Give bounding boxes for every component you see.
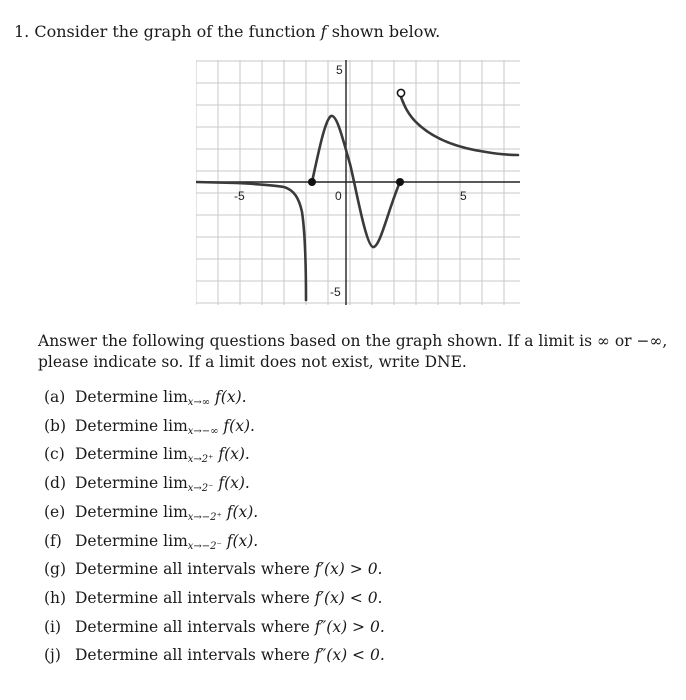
item-label: (i) <box>44 617 62 636</box>
question-item <box>44 388 247 408</box>
item-text: Determine lim <box>75 474 188 493</box>
item-math: f″(x) > 0. <box>309 617 385 636</box>
item-text: Determine lim <box>75 531 188 550</box>
tick-label-x-neg: -5 <box>234 189 245 203</box>
item-text: Determine lim <box>75 388 188 406</box>
limit-subscript: x→2⁺ <box>187 454 214 466</box>
closed-point-x-2-3 <box>396 178 404 186</box>
limit-subscript: x→2⁻ <box>187 483 214 495</box>
question-item <box>44 532 258 552</box>
question-item <box>44 445 250 465</box>
item-label: (a) <box>44 388 66 406</box>
item-text: Determine all intervals where <box>75 560 310 579</box>
question-item <box>44 474 250 494</box>
tick-label-y-neg: -5 <box>330 285 341 299</box>
function-symbol: f <box>320 22 327 41</box>
question-item <box>44 560 382 578</box>
question-item <box>44 417 255 437</box>
item-label: (b) <box>44 416 67 435</box>
item-math: f(x). <box>218 416 255 435</box>
question-item <box>44 618 385 636</box>
question-item <box>44 646 385 664</box>
item-text: Determine lim <box>75 445 188 464</box>
left-branch-curve <box>196 182 306 300</box>
item-text: Determine lim <box>75 416 188 435</box>
question-prompt <box>14 22 440 41</box>
question-item <box>44 503 258 523</box>
item-label: (c) <box>44 445 65 464</box>
tick-label-x-zero: 0 <box>335 189 342 203</box>
item-math: f′(x) > 0. <box>309 560 383 579</box>
open-point-x-2 <box>397 89 404 96</box>
item-math: f″(x) < 0. <box>309 646 385 665</box>
item-math: f(x). <box>210 388 247 406</box>
item-label: (d) <box>44 474 67 493</box>
item-label: (j) <box>44 646 61 665</box>
question-text-before: Consider the graph of the function <box>34 22 316 41</box>
item-math: f(x). <box>213 445 250 464</box>
question-item <box>44 589 382 607</box>
item-label: (g) <box>44 560 67 579</box>
limit-subscript: x→−2⁻ <box>187 540 222 552</box>
tick-label-y-pos: 5 <box>336 63 343 77</box>
tick-label-x-pos: 5 <box>460 189 467 203</box>
item-math: f(x). <box>221 531 259 550</box>
item-math: f(x). <box>213 474 250 493</box>
limit-subscript: x→−2⁺ <box>187 511 222 523</box>
item-text: Determine all intervals where <box>75 617 310 636</box>
limit-subscript: x→∞ <box>187 397 211 408</box>
limit-subscript: x→−∞ <box>187 425 219 437</box>
item-label: (h) <box>44 588 67 607</box>
item-text: Determine all intervals where <box>75 588 310 607</box>
closed-point-x-neg2 <box>308 178 316 186</box>
item-label: (f) <box>44 531 62 550</box>
item-math: f(x). <box>221 502 259 521</box>
item-math: f′(x) < 0. <box>309 588 383 607</box>
item-label: (e) <box>44 502 66 521</box>
item-text: Determine lim <box>75 502 188 521</box>
question-text-after: shown below. <box>331 22 441 41</box>
item-text: Determine all intervals where <box>75 646 310 665</box>
function-graph <box>196 60 520 305</box>
question-number: 1. <box>14 22 30 41</box>
instructions: Answer the following questions based on the graph shown. If a limit is ∞ or −∞, please indicate so. If a limit does not exist, write DNE. <box>38 332 668 371</box>
